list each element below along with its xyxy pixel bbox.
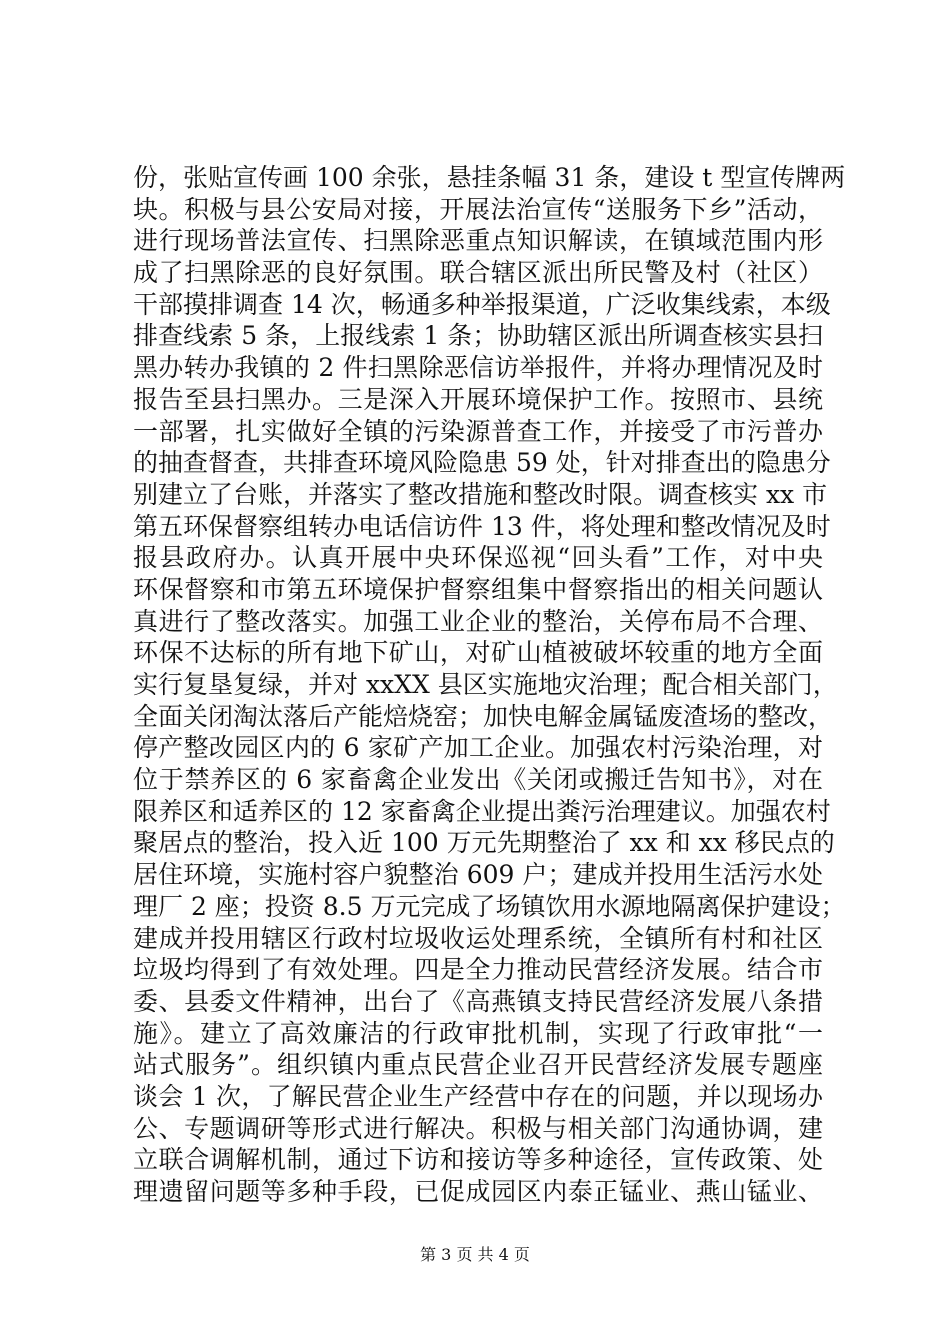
text-line: 垃圾均得到了有效处理。四是全力推动民营经济发展。结合市: [133, 955, 823, 985]
text-line: 块。积极与县公安局对接，开展法治宣传“送服务下乡”活动，: [133, 194, 823, 224]
text-line: 全面关闭淘汰落后产能焙烧窑；加快电解金属锰废渣场的整改，: [133, 701, 834, 731]
text-line: 建成并投用辖区行政村垃圾收运处理系统，全镇所有村和社区: [133, 923, 823, 953]
text-line: 立联合调解机制，通过下访和接访等多种途径，宣传政策、处: [133, 1145, 823, 1175]
text-line: 站式服务”。组织镇内重点民营企业召开民营经济发展专题座: [133, 1050, 823, 1080]
text-line: 理遗留问题等多种手段，已促成园区内泰正锰业、燕山锰业、: [133, 1177, 823, 1206]
text-line: 居住环境，实施村容户貌整治 609 户；建成并投用生活污水处: [133, 860, 823, 890]
text-line: 一部署，扎实做好全镇的污染源普查工作，并接受了市污普办: [133, 416, 823, 446]
text-line: 限养区和适养区的 12 家畜禽企业提出粪污治理建议。加强农村: [133, 796, 831, 826]
text-line: 报县政府办。认真开展中央环保巡视“回头看”工作，对中央: [133, 543, 823, 573]
text-line: 聚居点的整治，投入近 100 万元先期整治了 xx 和 xx 移民点的: [133, 828, 835, 858]
text-line: 黑办转办我镇的 2 件扫黑除恶信访举报件，并将办理情况及时: [133, 353, 823, 383]
text-line: 报告至县扫黑办。三是深入开展环境保护工作。按照市、县统: [133, 384, 823, 414]
text-line: 公、专题调研等形式进行解决。积极与相关部门沟通协调，建: [133, 1113, 823, 1143]
body-text: [133, 162, 846, 1208]
text-line: 理厂 2 座；投资 8.5 万元完成了场镇饮用水源地隔离保护建设；: [133, 891, 846, 921]
text-line: 施》。建立了高效廉洁的行政审批机制，实现了行政审批“一: [133, 1018, 823, 1048]
text-line: 委、县委文件精神，出台了《高燕镇支持民营经济发展八条措: [133, 986, 823, 1016]
text-line: 的抽查督查，共排查环境风险隐患 59 处，针对排查出的隐患分: [133, 448, 831, 478]
page-footer: 第 3 页 共 4 页: [420, 1245, 530, 1264]
text-line: 真进行了整改落实。加强工业企业的整治，关停布局不合理、: [133, 606, 823, 636]
text-line: 谈会 1 次，了解民营企业生产经营中存在的问题，并以现场办: [133, 1081, 823, 1111]
text-line: 排查线索 5 条，上报线索 1 条；协助辖区派出所调查核实县扫: [133, 321, 823, 351]
text-line: 成了扫黑除恶的良好氛围。联合辖区派出所民警及村（社区）: [133, 258, 823, 288]
text-line: 第五环保督察组转办电话信访件 13 件，将处理和整改情况及时: [133, 511, 831, 541]
text-line: 别建立了台账，并落实了整改措施和整改时限。调查核实 xx 市: [133, 479, 828, 509]
text-line: 环保不达标的所有地下矿山，对矿山植被破坏较重的地方全面: [133, 638, 823, 668]
text-line: 份，张贴宣传画 100 余张，悬挂条幅 31 条，建设 t 型宣传牌两: [133, 163, 846, 192]
text-line: 进行现场普法宣传、扫黑除恶重点知识解读，在镇域范围内形: [133, 226, 823, 256]
text-line: 实行复垦复绿，并对 xxXX 县区实施地灾治理；配合相关部门，: [133, 670, 838, 699]
text-line: 停产整改园区内的 6 家矿产加工企业。加强农村污染治理，对: [133, 733, 823, 763]
text-line: 干部摸排调查 14 次，畅通多种举报渠道，广泛收集线索，本级: [133, 289, 831, 319]
text-line: 位于禁养区的 6 家畜禽企业发出《关闭或搬迁告知书》，对在: [133, 765, 823, 795]
text-line: 环保督察和市第五环境保护督察组集中督察指出的相关问题认: [133, 574, 823, 604]
